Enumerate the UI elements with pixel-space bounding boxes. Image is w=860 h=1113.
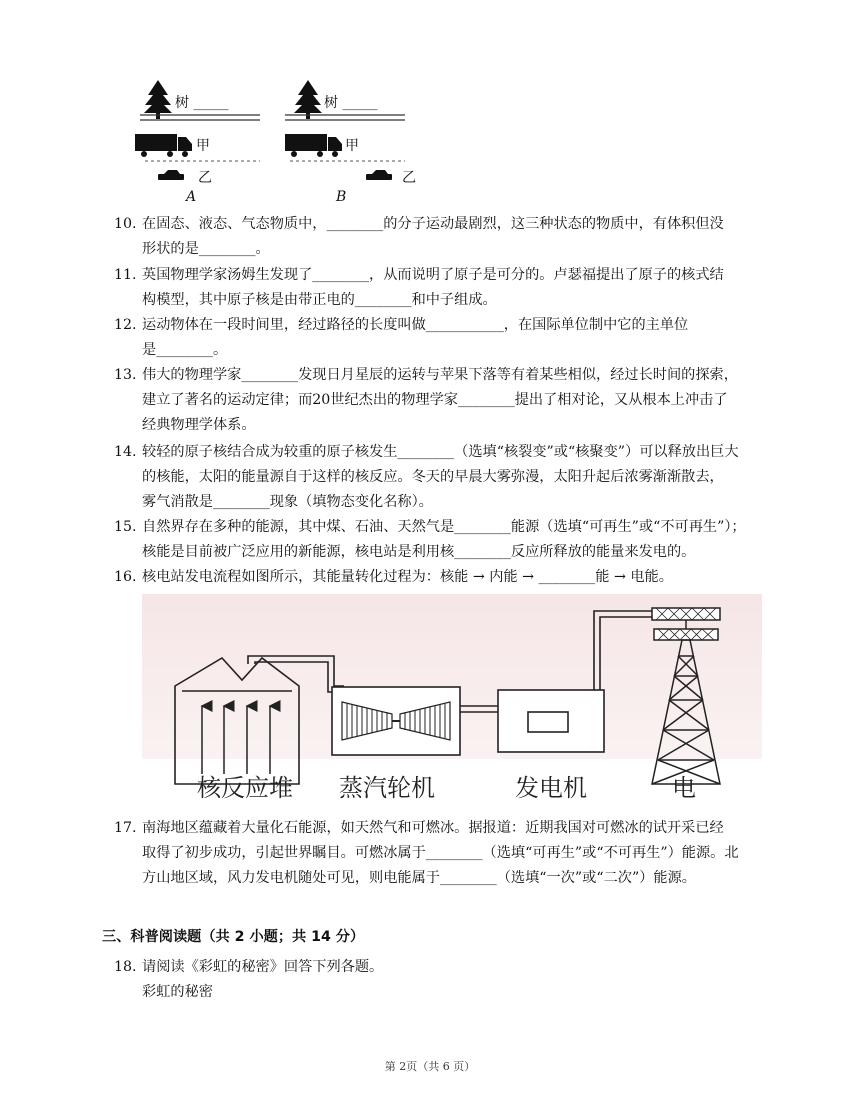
question-number: 18. (114, 959, 137, 975)
section-heading: 三、科普阅读题（共 2 小题；共 14 分） (102, 929, 365, 945)
question-number: 10. (114, 216, 137, 232)
car-label-a: 乙 (198, 170, 212, 186)
reading-title: 彩虹的秘密 (142, 984, 213, 1000)
question-14 (114, 440, 758, 515)
question-line: 伟大的物理学家________发现日月星辰的运转与苹果下落等有着某些相似，经过长时间的探索， (142, 367, 738, 383)
question-line: 方山地区域，风力发电机随处可见，则电能属于________（选填“一次”或“二次”）能源。 (142, 870, 696, 886)
question-18 (114, 955, 758, 1005)
question-17 (114, 816, 758, 891)
question-line: 的核能，太阳的能量源自于这样的核反应。冬天的早晨大雾弥漫，太阳升起后浓雾渐渐散去， (142, 469, 724, 485)
question-line: 雾气消散是________现象（填物态变化名称）。 (142, 494, 433, 510)
question-line: 在固态、液态、气态物质中，________的分子运动最剧烈，这三种状态的物质中，有体积但没 (142, 216, 724, 232)
question-line: 构模型，其中原子核是由带正电的________和中子组成。 (142, 292, 497, 308)
nuclear-plant-diagram (142, 594, 762, 804)
question-line: 请阅读《彩虹的秘密》回答下列各题。 (142, 959, 384, 975)
question-line: 南海地区蕴藏着大量化石能源，如天然气和可燃冰。据报道：近期我国对可燃冰的试开采已经 (142, 820, 724, 836)
car-label-b: 乙 (402, 170, 416, 186)
question-10 (114, 212, 758, 262)
question-line: 核电站发电流程如图所示，其能量转化过程为：核能 → 内能 → ________能 → 电能。 (142, 569, 673, 585)
question-line: 英国物理学家汤姆生发现了________，从而说明了原子是可分的。卢瑟福提出了原子的核式结 (142, 267, 724, 283)
question-line: 自然界存在多种的能源，其中煤、石油、天然气是________能源（选填“可再生”或“不可再生”）； (142, 519, 746, 535)
question-line: 取得了初步成功，引起世界瞩目。可燃冰属于________（选填“可再生”或“不可再生”）能源。北 (142, 845, 739, 861)
tree-label-a: 树 _____ (175, 95, 229, 111)
question-line: 形状的是________。 (142, 241, 270, 257)
question-number: 17. (114, 820, 137, 836)
question-line: 运动物体在一段时间里，经过路径的长度叫做___________，在国际单位制中它的主单位 (142, 317, 689, 333)
question-line: 是________。 (142, 342, 228, 358)
generator-icon (498, 690, 604, 752)
question-line: 较轻的原子核结合成为较重的原子核发生________（选填“核裂变”或“核聚变”）可以释放出巨大 (142, 444, 739, 460)
truck-label-a: 甲 (196, 138, 210, 154)
question-number: 15. (114, 519, 137, 535)
tree-label-b: 树 _____ (324, 95, 378, 111)
tree-icon-a (144, 80, 172, 119)
car-icon-a (158, 170, 184, 180)
electricity-label: 电 (672, 774, 696, 802)
question-line: 核能是目前被广泛应用的新能源，核电站是利用核________反应所释放的能量来发电的。 (142, 544, 696, 560)
question-11 (114, 263, 758, 313)
question-line: 建立了著名的运动定律；而20世纪杰出的物理学家________提出了相对论，又从根本上冲击了 (142, 392, 728, 408)
caption-b: B (336, 189, 347, 205)
question-number: 13. (114, 367, 137, 383)
car-icon-b (366, 170, 392, 180)
truck-label-b: 甲 (345, 138, 359, 154)
page-footer: 第 2页（共 6 页） (384, 1060, 476, 1073)
generator-label: 发电机 (515, 774, 587, 802)
question-number: 16. (114, 569, 137, 585)
turbine-label: 蒸汽轮机 (339, 774, 435, 802)
truck-icon-b (285, 134, 342, 157)
truck-icon-a (135, 134, 192, 157)
question-number: 11. (114, 267, 137, 283)
road-figure (130, 75, 430, 210)
question-number: 14. (114, 444, 137, 460)
question-16 (114, 565, 758, 590)
caption-a: A (186, 189, 197, 205)
question-number: 12. (114, 317, 137, 333)
question-15 (114, 515, 758, 565)
turbine-icon (332, 687, 460, 755)
tree-icon-b (294, 80, 322, 119)
question-13 (114, 363, 758, 438)
question-12 (114, 313, 758, 363)
question-line: 经典物理学体系。 (142, 417, 256, 433)
reactor-label: 核反应堆 (197, 774, 293, 802)
